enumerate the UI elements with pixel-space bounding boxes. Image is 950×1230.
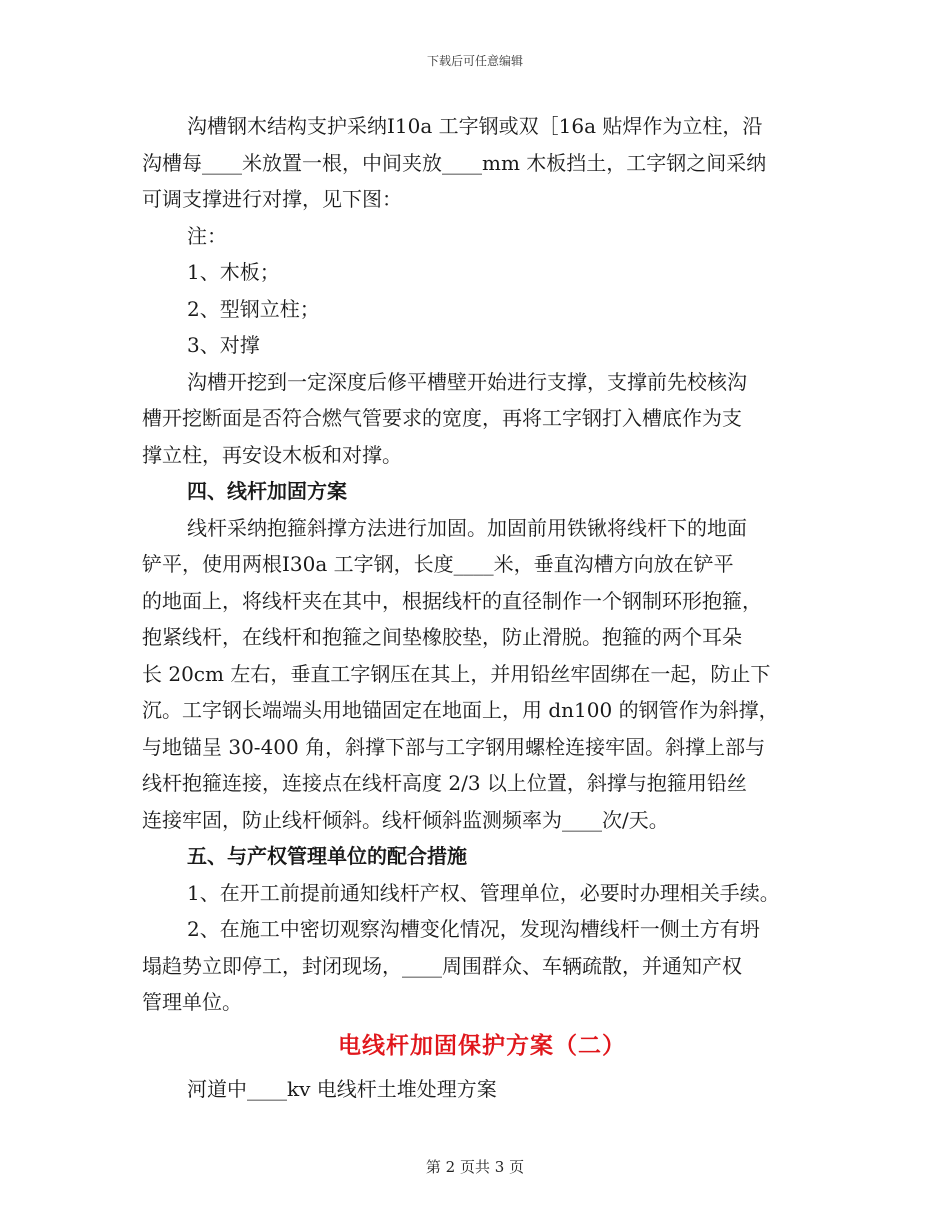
text-line: 撑立柱，再安设木板和对撑。 — [142, 442, 402, 467]
final-line — [142, 1071, 822, 1108]
note-list — [142, 218, 822, 364]
document-body — [142, 108, 822, 1107]
text-line: 的地面上，将线杆夹在其中，根据线杆的直径制作一个钢制环形抱箍， — [142, 588, 762, 613]
text-line: 管理单位。 — [142, 990, 242, 1014]
paragraph-excavation — [142, 364, 822, 474]
paragraph-pole-reinforcement — [142, 510, 822, 839]
text-line: 沟槽钢木结构支护采纳Ⅰ10a 工字钢或双［16a 贴焊作为立柱，沿 — [187, 114, 763, 138]
text-line: 塌趋势立即停工，封闭现场，____周围群众、车辆疏散，并通知产权 — [142, 953, 742, 978]
text-line: 与地锚呈 30-400 角，斜撑下部与工字钢用螺栓连接牢固。斜撑上部与 — [142, 734, 766, 759]
text-line: 抱紧线杆，在线杆和抱箍之间垫橡胶垫，防止滑脱。抱箍的两个耳朵 — [142, 625, 742, 649]
text-line: 沟槽每____米放置一根，中间夹放____mm 木板挡土，工字钢之间采纳 — [142, 150, 767, 175]
page-footer: 第 2 页共 3 页 — [425, 1158, 525, 1176]
section-title: 电线杆加固保护方案（二） — [338, 1031, 626, 1059]
text-line: 沉。工字钢长端端头用地锚固定在地面上，用 dn100 的钢管作为斜撑， — [142, 698, 779, 722]
page-header: 下载后可任意编辑 — [426, 54, 523, 68]
section-heading-5: 五、与产权管理单位的配合措施 — [187, 844, 467, 868]
text-line: 连接牢固，防止线杆倾斜。线杆倾斜监测频率为____次/天。 — [142, 807, 669, 832]
coordination-item-1 — [142, 875, 822, 912]
paragraph-support-structure — [142, 108, 822, 218]
text-line: 1、在开工前提前通知线杆产权、管理单位，必要时办理相关手续。 — [187, 880, 780, 905]
text-line: 铲平，使用两根Ⅰ30a 工字钢，长度____米，垂直沟槽方向放在铲平 — [142, 552, 734, 576]
text-line: 长 20cm 左右，垂直工字钢压在其上，并用铅丝牢固绑在一起，防止下 — [142, 661, 771, 686]
text-line: 可调支撑进行对撑，见下图： — [142, 187, 402, 211]
note-item: 2、型钢立柱； — [187, 296, 320, 321]
note-item: 3、对撑 — [187, 333, 260, 357]
text-line: 线杆采纳抱箍斜撑方法进行加固。加固前用铁锹将线杆下的地面 — [187, 515, 747, 540]
section-heading-4: 四、线杆加固方案 — [187, 479, 347, 503]
text-line: 2、在施工中密切观察沟槽变化情况，发现沟槽线杆一侧土方有坍 — [187, 917, 760, 941]
text-line: 沟槽开挖到一定深度后修平槽壁开始进行支撑，支撑前先校核沟 — [187, 369, 747, 394]
text-line: 线杆抱箍连接，连接点在线杆高度 2/3 以上位置，斜撑与抱箍用铅丝 — [142, 771, 747, 795]
note-label: 注： — [187, 223, 227, 248]
text-line: 槽开挖断面是否符合燃气管要求的宽度，再将工字钢打入槽底作为支 — [142, 406, 742, 430]
coordination-item-2 — [142, 911, 822, 1021]
note-item: 1、木板； — [187, 260, 280, 284]
text-line: 河道中____kv 电线杆土堆处理方案 — [187, 1076, 497, 1101]
